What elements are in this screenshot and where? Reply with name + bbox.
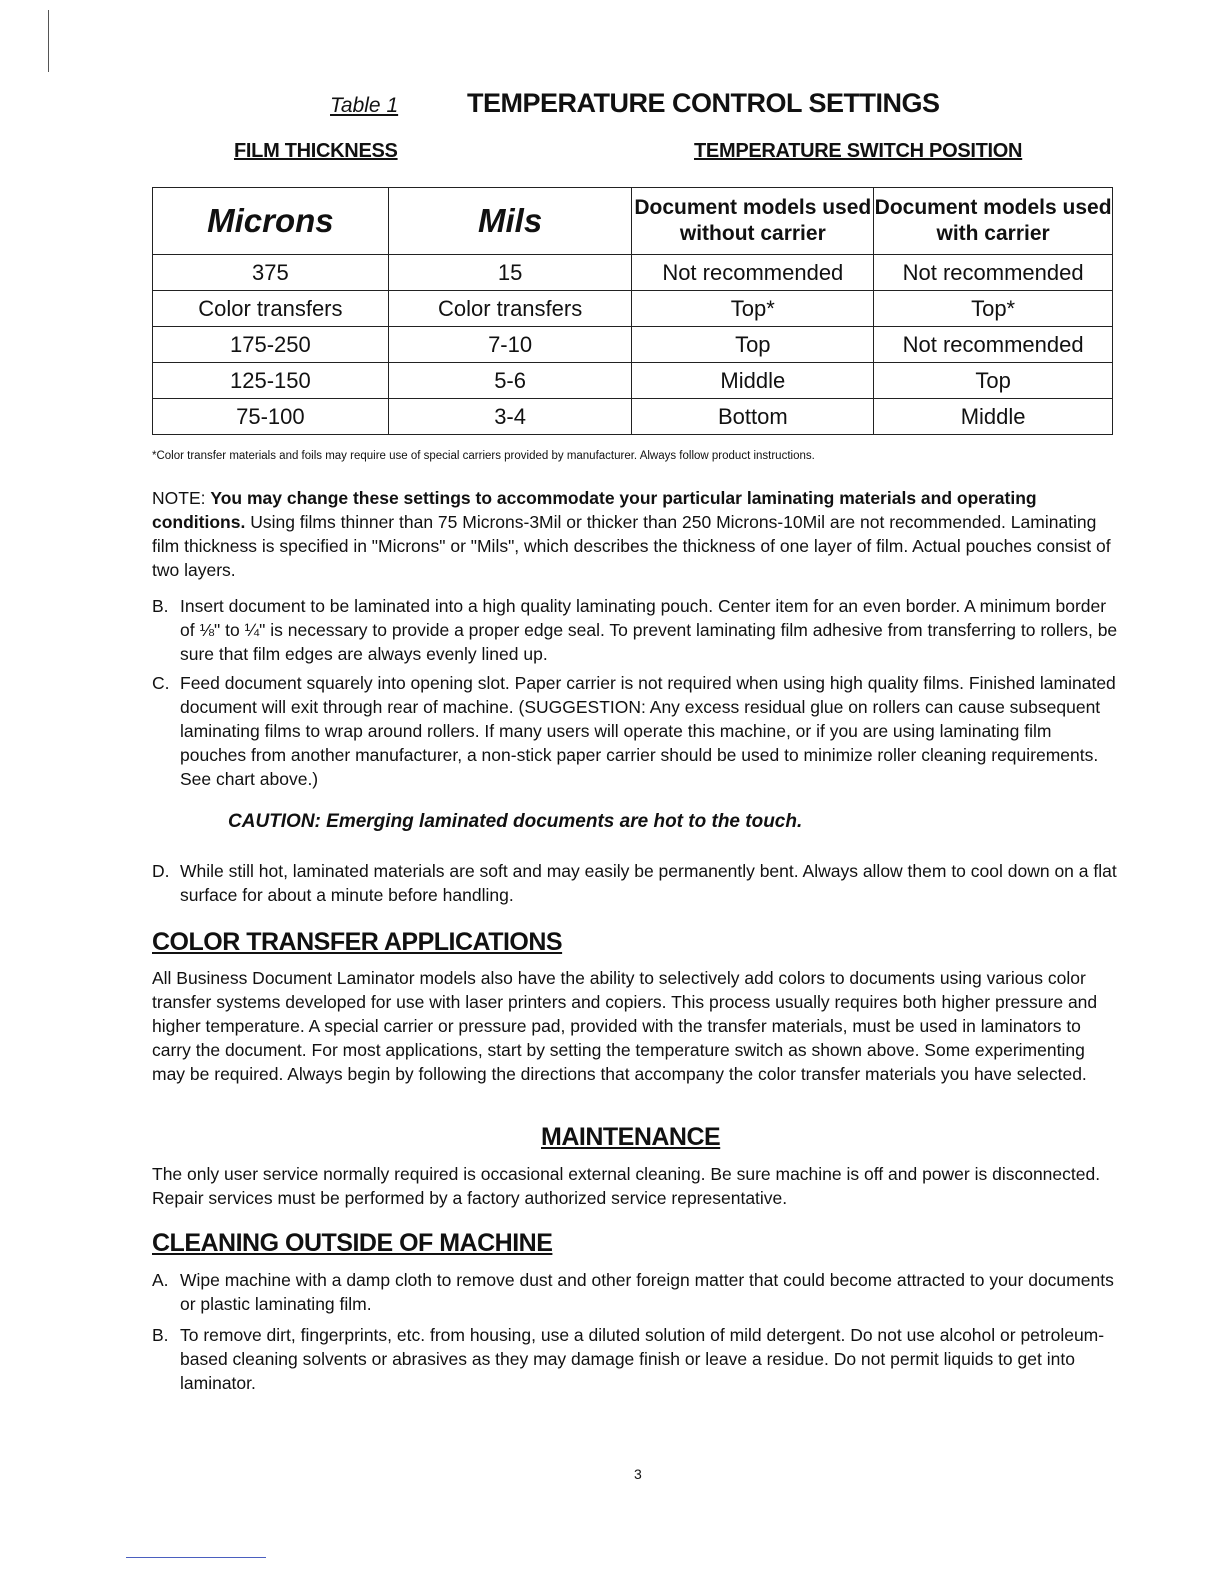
step-letter: B. (152, 596, 169, 616)
note-bold-text: You may change these settings to accommodate your particular laminating materials and operating conditions. (152, 488, 1037, 532)
page-number: 3 (634, 1466, 642, 1482)
table-cell: Not recommended (874, 255, 1113, 291)
table-row (153, 291, 1113, 327)
table-cell: 3-4 (388, 399, 632, 435)
table-cell: 7-10 (388, 327, 632, 363)
table-cell: 125-150 (153, 363, 389, 399)
table-cell: 375 (153, 255, 389, 291)
table-cell: Color transfers (153, 291, 389, 327)
temperature-settings-table (152, 187, 1113, 435)
header-microns: Microns (153, 188, 389, 255)
table-cell: 175-250 (153, 327, 389, 363)
cleaning-text: To remove dirt, fingerprints, etc. from housing, use a diluted solution of mild detergent. Do not use alcohol or petroleum-based cleaning solvents or abrasives as they may damage finish or leave a residue. Do not permit liquids to get into laminator. (180, 1325, 1105, 1393)
table-footnote: *Color transfer materials and foils may require use of special carriers provided by manufacturer. Always follow product instructions. (152, 450, 815, 462)
step-text: While still hot, laminated materials are soft and may easily be permanently bent. Always allow them to cool down on a flat surface for about a minute before handling. (180, 861, 1117, 905)
switch-position-label: TEMPERATURE SWITCH POSITION (694, 140, 1023, 162)
table-cell: Not recommended (632, 255, 874, 291)
table-cell: Middle (874, 399, 1113, 435)
table-title-row (0, 88, 1224, 124)
table-cell: 75-100 (153, 399, 389, 435)
cleaning-letter: B. (152, 1325, 169, 1345)
maintenance-heading: MAINTENANCE (541, 1123, 721, 1151)
table-row (153, 327, 1113, 363)
table-cell: Top (632, 327, 874, 363)
step-letter: C. (152, 673, 170, 693)
step-text: Feed document squarely into opening slot. Paper carrier is not required when using high quality films. Finished laminated document will exit through rear of machine. (SUGGESTION: Any excess residual glue on rollers can cause subsequent laminating films to wrap around rollers. If many users will operate this machine, or if you are using laminating film pouches from another manufacturer, a non-stick paper carrier should be used to minimize roller cleaning requirements. See chart above.) (180, 673, 1116, 789)
note-rest-text: Using films thinner than 75 Microns-3Mil or thicker than 250 Microns-10Mil are not recommended. Laminating film thickness is specified in "Microns" or "Mils", which describes the thickness of one layer of film. Actual pouches consist of two layers. (152, 512, 1111, 580)
caution-text: CAUTION: Emerging laminated documents are hot to the touch. (228, 811, 803, 832)
table-cell: Top* (632, 291, 874, 327)
table-cell: Not recommended (874, 327, 1113, 363)
table-row (153, 363, 1113, 399)
table-title: TEMPERATURE CONTROL SETTINGS (467, 88, 940, 118)
table-cell: Bottom (632, 399, 874, 435)
table-cell: Top (874, 363, 1113, 399)
note-prefix: NOTE: (152, 488, 211, 508)
margin-mark (48, 10, 49, 72)
table-row (153, 255, 1113, 291)
header-with-carrier: Document models used with carrier (874, 188, 1113, 255)
film-thickness-label: FILM THICKNESS (234, 140, 398, 162)
table-row (153, 399, 1113, 435)
table-label: Table 1 (330, 94, 399, 117)
color-transfer-heading: COLOR TRANSFER APPLICATIONS (152, 928, 563, 956)
maintenance-text: The only user service normally required is occasional external cleaning. Be sure machine is off and power is disconnected. Repair services must be performed by a factory authorized service representative. (152, 1164, 1101, 1208)
color-transfer-text: All Business Document Laminator models also have the ability to selectively add colors to documents using various color transfer systems developed for use with laser printers and copiers. This process usually requires both higher pressure and higher temperature. A special carrier or pressure pad, provided with the transfer materials, must be used in laminators to carry the document. For most applications, start by setting the temperature switch as shown above. Some experimenting may be required. Always begin by following the directions that accompany the color transfer materials you have selected. (152, 968, 1098, 1084)
table-cell: 15 (388, 255, 632, 291)
table-cell: 5-6 (388, 363, 632, 399)
cleaning-heading: CLEANING OUTSIDE OF MACHINE (152, 1229, 553, 1257)
cleaning-letter: A. (152, 1270, 169, 1290)
header-without-carrier: Document models used without carrier (632, 188, 874, 255)
table-cell: Middle (632, 363, 874, 399)
step-letter: D. (152, 861, 170, 881)
cleaning-text: Wipe machine with a damp cloth to remove dust and other foreign matter that could become attracted to your documents or plastic laminating film. (180, 1270, 1114, 1314)
header-mils: Mils (388, 188, 632, 255)
table-header-row (153, 188, 1113, 255)
step-text: Insert document to be laminated into a high quality laminating pouch. Center item for an even border. A minimum border of ⅛" to ¼" is necessary to provide a proper edge seal. To prevent laminating film adhesive from transferring to rollers, be sure that film edges are always evenly lined up. (180, 596, 1118, 664)
bottom-rule (126, 1557, 266, 1558)
table-cell: Top* (874, 291, 1113, 327)
table-cell: Color transfers (388, 291, 632, 327)
note-paragraph (152, 486, 1122, 582)
